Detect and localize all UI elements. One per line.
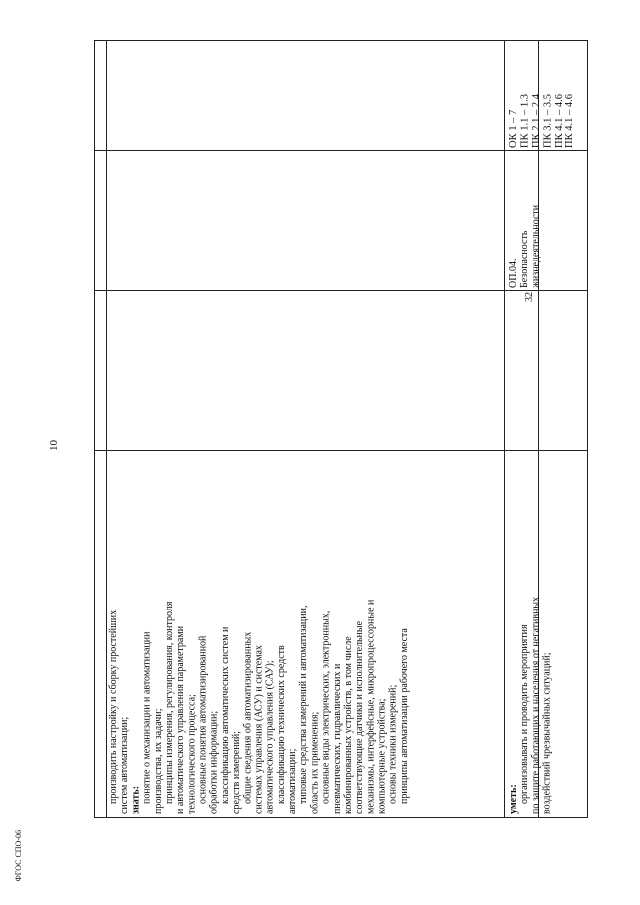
hours-value: 32: [524, 292, 535, 302]
text-line: классификацию автоматических систем и: [219, 626, 231, 804]
table-border-left: [94, 40, 95, 818]
text-line: ОП.04.: [508, 258, 519, 288]
footer-standard-code: ФГОС СПО-06: [14, 830, 23, 882]
page-number: 10: [48, 440, 60, 451]
text-line: систем автоматизации;: [119, 716, 131, 814]
text-line: классификацию технических средств: [275, 645, 287, 804]
text-line: системах управления (АСУ) и системах: [253, 645, 265, 814]
text-line: уметь:: [508, 784, 519, 814]
text-line: знать:: [130, 785, 142, 814]
row-separator: [504, 40, 505, 818]
text-line: Безопасность: [519, 230, 531, 288]
text-line: типовые средства измерений и автоматизации,: [298, 605, 310, 804]
text-line: принципы автоматизации рабочего места: [398, 628, 410, 804]
text-line: производства, их задачи;: [152, 708, 164, 814]
text-line: область их применения;: [309, 711, 321, 814]
text-line: обработки информации;: [208, 710, 220, 814]
text-line: соответствующие датчики и исполнительные: [354, 620, 366, 814]
text-line: ПК 4.1 – 4.6: [554, 94, 566, 148]
text-line: автоматического управления (САУ);: [264, 660, 276, 814]
col-separator: [94, 290, 588, 291]
text-line: основные понятия автоматизированной: [197, 635, 209, 804]
text-line: общие сведения об автоматизированных: [242, 631, 254, 804]
text-line: ПК 2.1 – 2.4: [531, 94, 543, 148]
text-line: ПК 4.1 – 4.6: [564, 94, 575, 148]
text-line: автоматизации;: [287, 748, 298, 814]
text-line: ПК 1.1 – 1.3: [519, 94, 531, 148]
row1-content-cell: [108, 454, 502, 814]
text-line: комбинированных устройств, в том числе: [342, 636, 354, 814]
text-line: понятие о механизации и автоматизации: [141, 631, 153, 804]
col-separator: [94, 450, 588, 451]
row2-competencies-cell: [508, 44, 586, 148]
text-line: основы техники измерений;: [387, 684, 399, 804]
text-line: механизмы, интерфейсные, микропроцессорные и: [365, 599, 377, 814]
text-line: компьютерные устройства;: [376, 698, 388, 814]
text-line: производить настройку и сборку простейших: [108, 609, 119, 804]
table-border-top: [94, 40, 588, 41]
row2-hours-cell: [524, 292, 538, 352]
row2-discipline-cell: [508, 152, 548, 288]
table-border-right: [587, 40, 588, 818]
text-line: жизнедеятельности: [530, 204, 542, 288]
text-line: принципы измерения, регулирования, контроля: [163, 601, 175, 804]
text-line: организовывать и проводить мероприятия: [519, 624, 531, 804]
text-line: ОК 1 – 7: [508, 109, 519, 148]
text-line: ПК 3.1 – 3.5: [542, 94, 554, 148]
col-separator: [94, 150, 588, 151]
col-separator: [106, 40, 107, 818]
text-line: основные виды электрических, электронных,: [320, 610, 332, 804]
row2-content-cell: [508, 454, 553, 814]
text-line: технологического процесса;: [186, 694, 198, 814]
text-line: пневматических, гидравлических и: [331, 663, 343, 814]
text-line: воздействий чрезвычайных ситуаций;: [541, 652, 553, 814]
table-border-bottom: [94, 817, 588, 818]
curriculum-table: [94, 40, 588, 818]
text-line: по защите работающих и населения от негативных: [530, 596, 542, 814]
text-line: средств измерений;: [231, 730, 243, 814]
text-line: и автоматического управления параметрами: [175, 625, 187, 814]
